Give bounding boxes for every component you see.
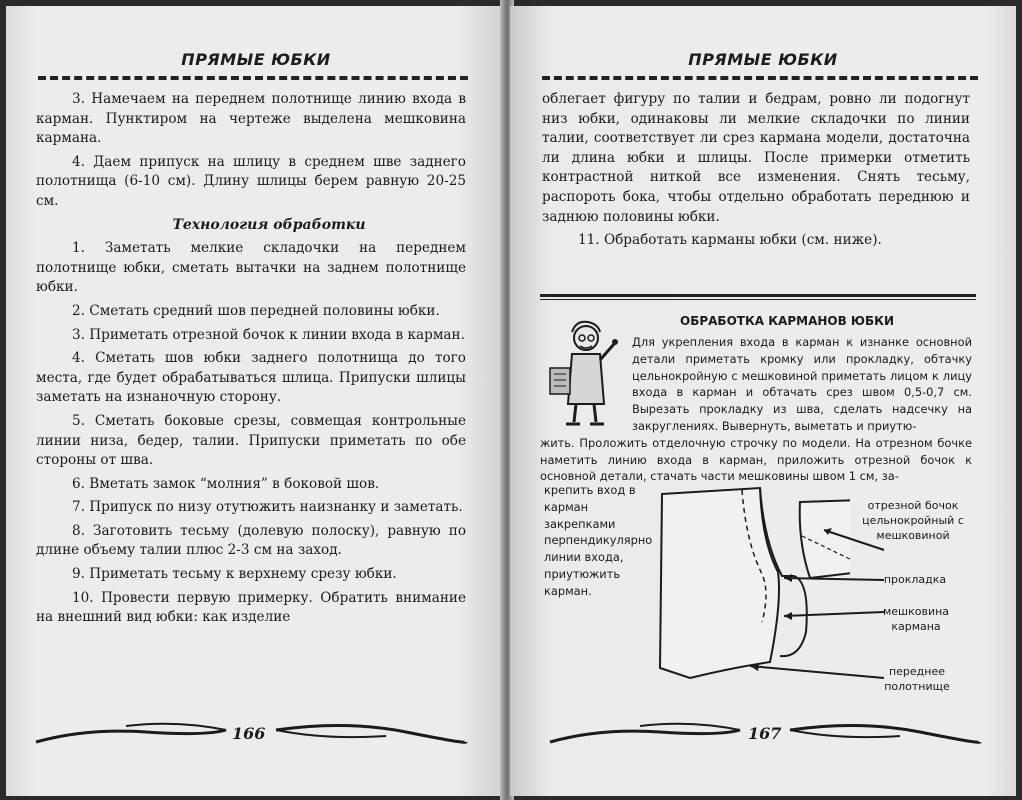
running-head-right: ПРЯМЫЕ ЮБКИ <box>688 50 838 69</box>
right-page-text <box>542 90 970 255</box>
page-number-left: 166 <box>232 724 266 743</box>
paragraph: 3. Намечаем на переднем полотнище линию входа в карман. Пунктиром на чертеже выделена мешковина кармана. <box>36 91 466 147</box>
right-page <box>510 6 1016 796</box>
paragraph: 4. Сметать шов юбки заднего полотнища до того места, где будет обрабатываться шлица. Припуски шлицы заметать на изнаночную сторону. <box>36 350 466 406</box>
paragraph: 6. Вметать замок “молния” в боковой шов. <box>72 475 380 492</box>
callout-front-panel: переднее полотнище <box>884 665 950 693</box>
paragraph: 2. Сметать средний шов передней половины юбки. <box>72 302 440 319</box>
instructions-side: крепить вход в карман закрепками перпендикулярно линии входа, приутюжить карман. <box>544 483 653 598</box>
running-head-left: ПРЯМЫЕ ЮБКИ <box>181 50 331 69</box>
paragraph: 3. Приметать отрезной бочок к линии входа в карман. <box>72 326 465 343</box>
paragraph: 7. Припуск по низу отутюжить наизнанку и заметать. <box>72 499 463 516</box>
instructions-full: жить. Проложить отделочную строчку по модели. На отрезном бочке наметить линию входа в карман, приложить отрезной бочок к основной детали, стачать части мешковины швом 1 см, за- <box>540 435 972 484</box>
instructions-indented: Для укрепления входа в карман к изнанке основной детали приметать кромку или прокладку, обтачку цельнокройную с мешковиной приметать лицом к лицу входа в карман и обтачать срез швом 0,5-0,7 см. Вырезать прокладку из шва, сделать надсечку на закруглениях. Вывернуть, выметать и приутю- <box>632 335 972 433</box>
callout-side-piece: отрезной бочок цельнокройный с мешковиной <box>862 499 964 542</box>
page-number-right: 167 <box>748 724 782 743</box>
left-page-text <box>36 90 466 632</box>
box-title: ОБРАБОТКА КАРМАНОВ ЮБКИ <box>680 314 895 328</box>
paragraph: 5. Сметать боковые срезы, совмещая контрольные линии низа, бедер, талии. Припуски приметать по обе стороны от шва. <box>36 412 466 469</box>
paragraph: 11. Обработать карманы юбки (см. ниже). <box>578 232 882 249</box>
paragraph: 10. Провести первую примерку. Обратить внимание на внешний вид юбки: как изделие <box>36 589 466 626</box>
section-heading: Технология обработки <box>172 216 366 233</box>
paragraph: 1. Заметать мелкие складочки на переднем полотнище юбки, сметать вытачки на заднем полотнище юбки. <box>36 240 466 296</box>
section-rule <box>540 294 976 300</box>
left-page <box>6 6 506 796</box>
paragraph: 9. Приметать тесьму к верхнему срезу юбки. <box>72 566 397 583</box>
paragraph: 4. Даем припуск на шлицу в среднем шве заднего полотнища (6-10 см). Длину шлицы берем равную 20-25 см. <box>36 153 466 209</box>
paragraph: 8. Заготовить тесьму (долевую полоску), равную по длине объему талии плюс 2-3 см на заход. <box>36 522 466 559</box>
paragraph: облегает фигуру по талии и бедрам, ровно ли подогнут низ юбки, одинаковы ли мелкие складочки по линии талии, соответствует ли срез кармана модели, достаточна ли длина юбки и шлицы. После примерки отметить контрастной ниткой все изменения. Снять тесьму, распороть бока, чтобы отдельно обработать переднюю и заднюю половины юбки. <box>542 91 970 225</box>
pocket-instructions <box>540 334 972 485</box>
dashed-rule-right <box>542 76 978 80</box>
dashed-rule-left <box>38 76 468 80</box>
callout-pocket-bag: мешковина кармана <box>882 605 950 633</box>
callout-interfacing: прокладка <box>883 573 947 586</box>
